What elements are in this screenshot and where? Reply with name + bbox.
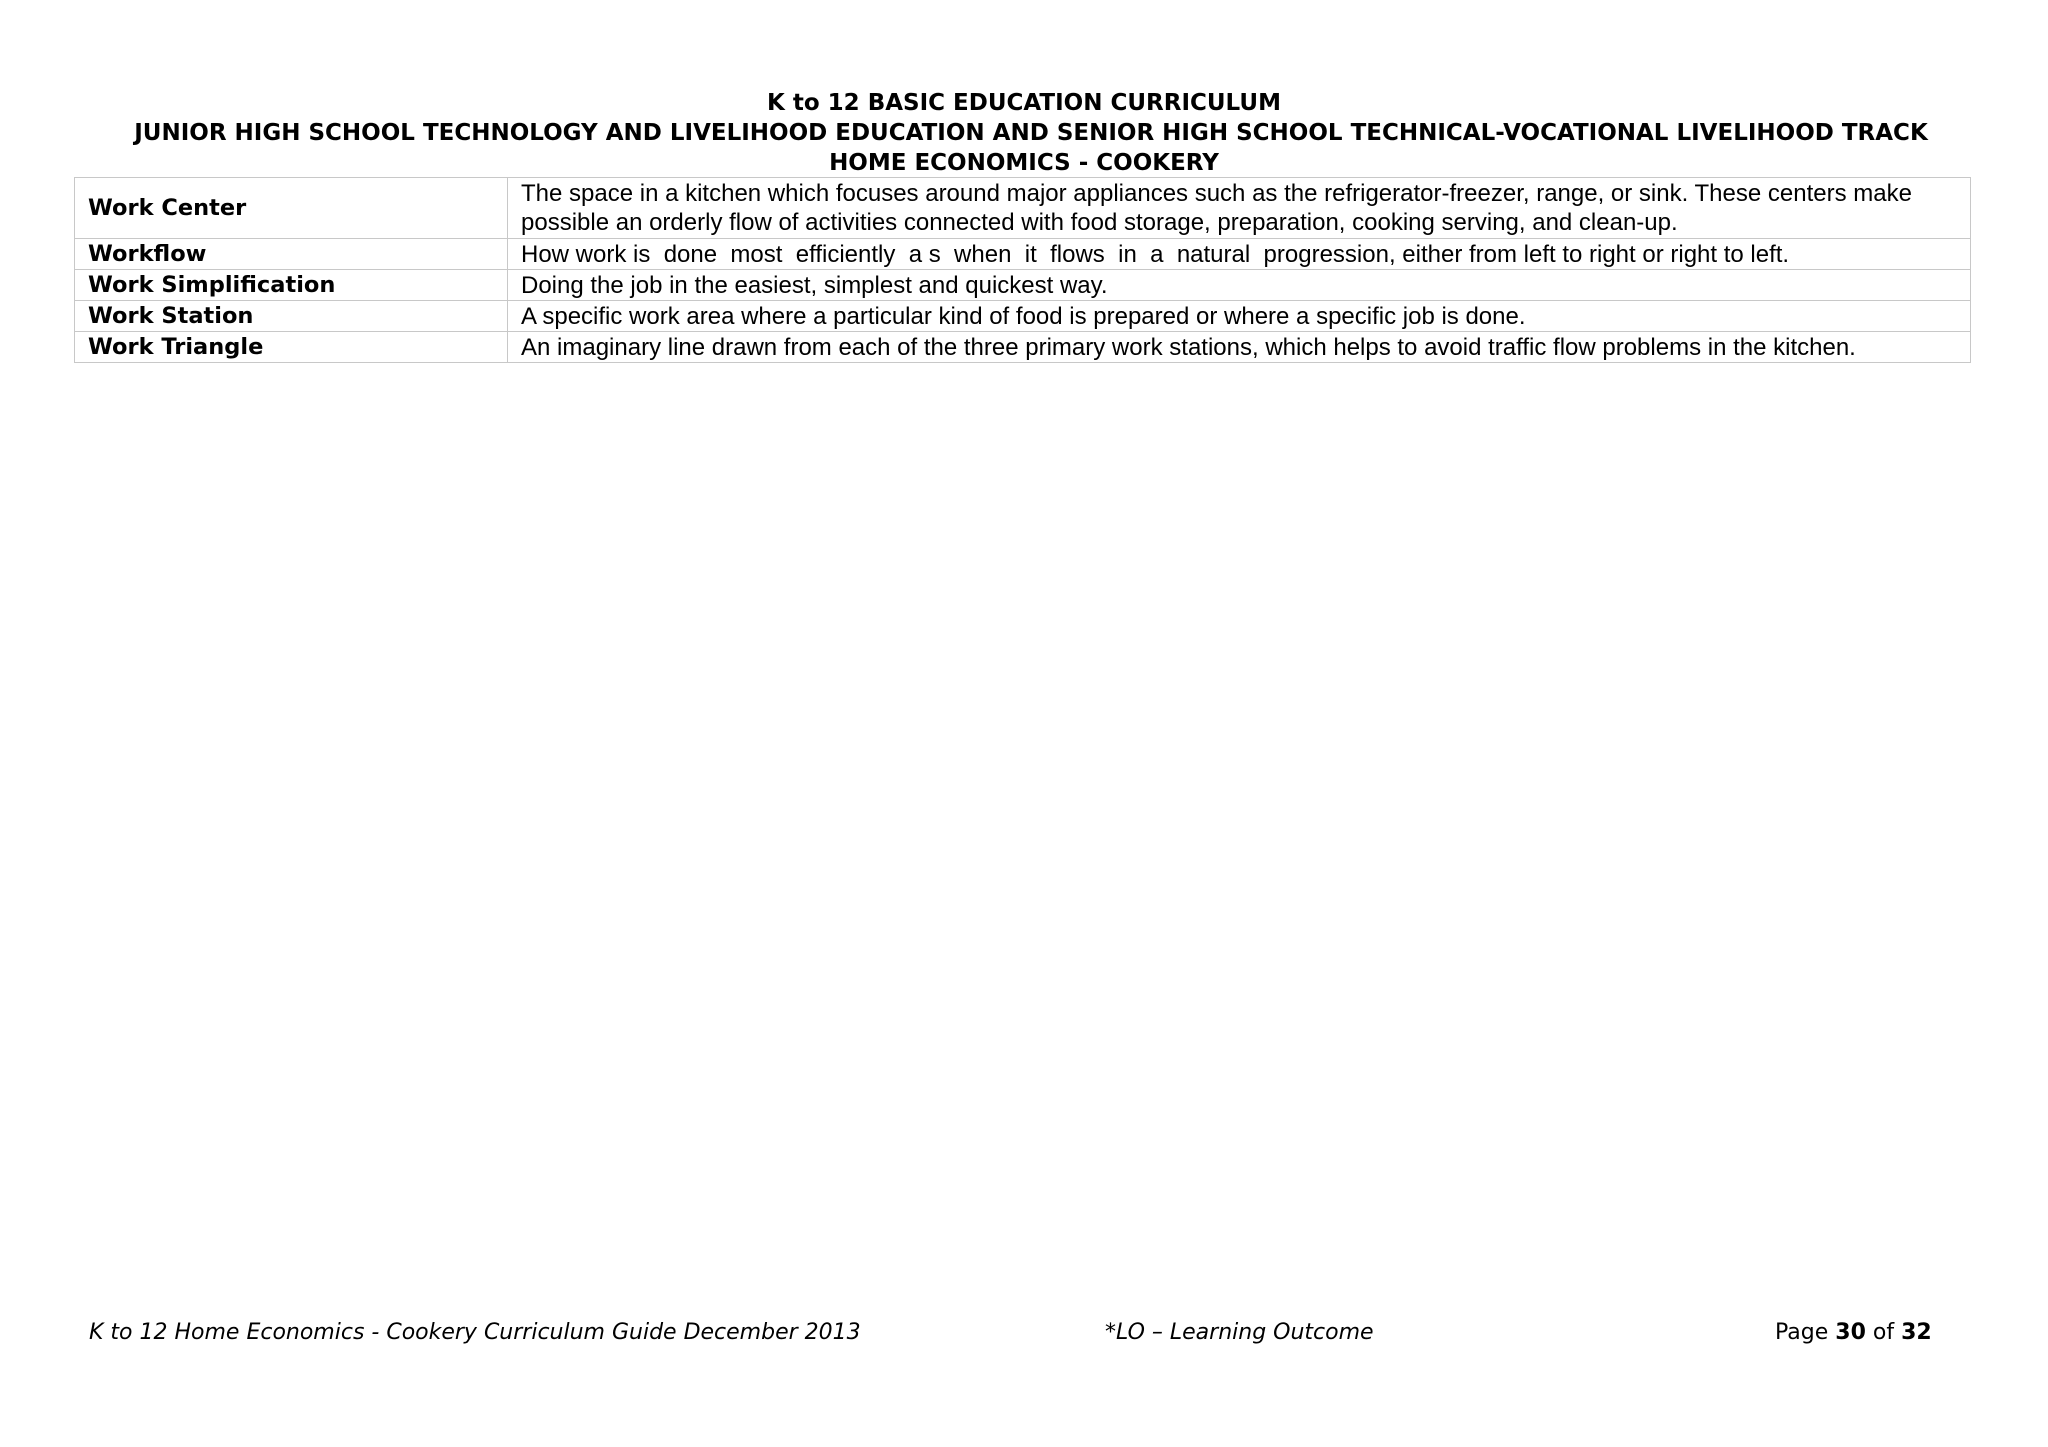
page-number (1775, 1318, 1932, 1348)
glossary-term: Workflow (75, 239, 508, 270)
glossary-definition: Doing the job in the easiest, simplest and quickest way. (508, 270, 1971, 301)
table-row (75, 239, 1971, 270)
table-row (75, 332, 1971, 363)
glossary-term: Work Center (75, 178, 508, 239)
footer-lo-note: *LO – Learning Outcome (1105, 1320, 1374, 1345)
glossary-definition: How work is done most efficiently a s when it flows in a natural progression, either from left to right or right to left. (508, 239, 1971, 270)
glossary-definition: A specific work area where a particular kind of food is prepared or where a specific job is done. (508, 301, 1971, 332)
page-label: Page (1775, 1320, 1829, 1345)
glossary-definition: An imaginary line drawn from each of the three primary work stations, which helps to avoid traffic flow problems in the kitchen. (508, 332, 1971, 363)
glossary-definition: The space in a kitchen which focuses around major appliances such as the refrigerator-freezer, range, or sink. These centers make possible an orderly flow of activities connected with food storage, preparation, cooking serving, and clean-up. (508, 178, 1971, 239)
footer-guide-title: K to 12 Home Economics - Cookery Curriculum Guide December 2013 (89, 1320, 861, 1345)
glossary-term: Work Station (75, 301, 508, 332)
of-label: of (1872, 1320, 1895, 1345)
glossary-term: Work Simplification (75, 270, 508, 301)
glossary-term: Work Triangle (75, 332, 508, 363)
table-row (75, 178, 1971, 239)
track-title: JUNIOR HIGH SCHOOL TECHNOLOGY AND LIVELIHOOD EDUCATION AND SENIOR HIGH SCHOOL TECHNICAL-VOCATIONAL LIVELIHOOD TRACK (134, 120, 1928, 146)
current-page: 30 (1835, 1320, 1866, 1345)
table-row (75, 301, 1971, 332)
curriculum-title: K to 12 BASIC EDUCATION CURRICULUM (767, 90, 1281, 116)
table-row (75, 270, 1971, 301)
total-pages: 32 (1901, 1320, 1932, 1345)
glossary-table (74, 177, 1971, 363)
subject-title: HOME ECONOMICS - COOKERY (829, 150, 1219, 176)
document-header (0, 88, 2048, 178)
